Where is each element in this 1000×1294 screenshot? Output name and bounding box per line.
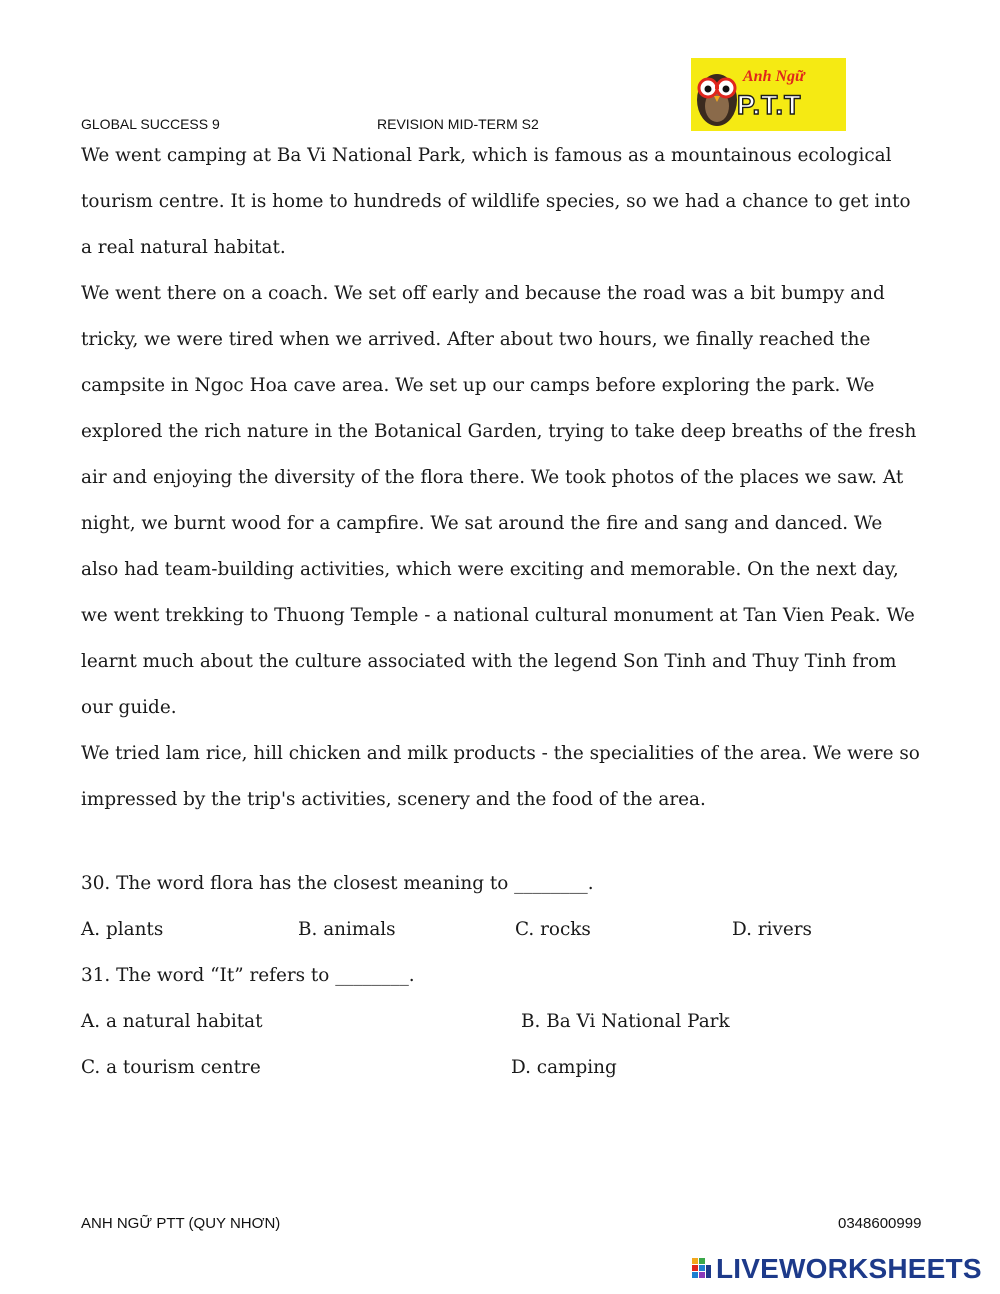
footer-phone: 0348600999 bbox=[838, 1215, 922, 1232]
reading-passage bbox=[81, 133, 921, 823]
liveworksheets-wordmark[interactable]: LIVEWORKSHEETS bbox=[716, 1253, 982, 1284]
question-30-option-b[interactable]: B. animals bbox=[298, 919, 396, 940]
liveworksheets-blocks-icon bbox=[692, 1256, 712, 1282]
passage-paragraph-1: We went camping at Ba Vi National Park, which is famous as a mountainous ecological tourism centre. It is home to hundreds of wildlife species, so we had a chance to get into a real natural habitat. bbox=[81, 145, 911, 258]
logo-line-1: Anh Ngữ bbox=[743, 68, 805, 85]
question-31-stem: 31. The word “It” refers to ________. bbox=[81, 965, 415, 986]
question-31-option-d[interactable]: D. camping bbox=[511, 1057, 617, 1078]
passage-paragraph-2: We went there on a coach. We set off early and because the road was a bit bumpy and tricky, we were tired when we arrived. After about two hours, we finally reached the campsite in Ngoc Hoa cave area. We set up our camps before exploring the park. We explored the rich nature in the Botanical Garden, trying to take deep breaths of the fresh air and enjoying the diversity of the flora there. We took photos of the places we saw. At night, we burnt wood for a campfire. We sat around the fire and sang and danced. We also had team-building activities, which were exciting and memorable. On the next day, we went trekking to Thuong Temple - a national cultural monument at Tan Vien Peak. We learnt much about the culture associated with the legend Son Tinh and Thuy Tinh from our guide. bbox=[81, 283, 917, 718]
question-30-stem: 30. The word flora has the closest meaning to ________. bbox=[81, 873, 594, 894]
brand-logo bbox=[691, 58, 846, 131]
question-31-option-a[interactable]: A. a natural habitat bbox=[81, 1011, 263, 1032]
header-course-title: GLOBAL SUCCESS 9 bbox=[81, 116, 220, 132]
question-31-option-b[interactable]: B. Ba Vi National Park bbox=[521, 1011, 730, 1032]
liveworksheets-brand bbox=[692, 1252, 982, 1286]
question-30-option-c[interactable]: C. rocks bbox=[515, 919, 591, 940]
footer-center-name: ANH NGỮ PTT (QUY NHƠN) bbox=[81, 1215, 281, 1232]
question-31-option-c[interactable]: C. a tourism centre bbox=[81, 1057, 261, 1078]
logo-line-2: P.T.T bbox=[737, 90, 802, 120]
header-exam-title: REVISION MID-TERM S2 bbox=[377, 116, 539, 132]
passage-paragraph-3: We tried lam rice, hill chicken and milk products - the specialities of the area. We were so impressed by the trip's activities, scenery and the food of the area. bbox=[81, 743, 920, 810]
question-30-option-a[interactable]: A. plants bbox=[81, 919, 164, 940]
question-30-option-d[interactable]: D. rivers bbox=[732, 919, 812, 940]
